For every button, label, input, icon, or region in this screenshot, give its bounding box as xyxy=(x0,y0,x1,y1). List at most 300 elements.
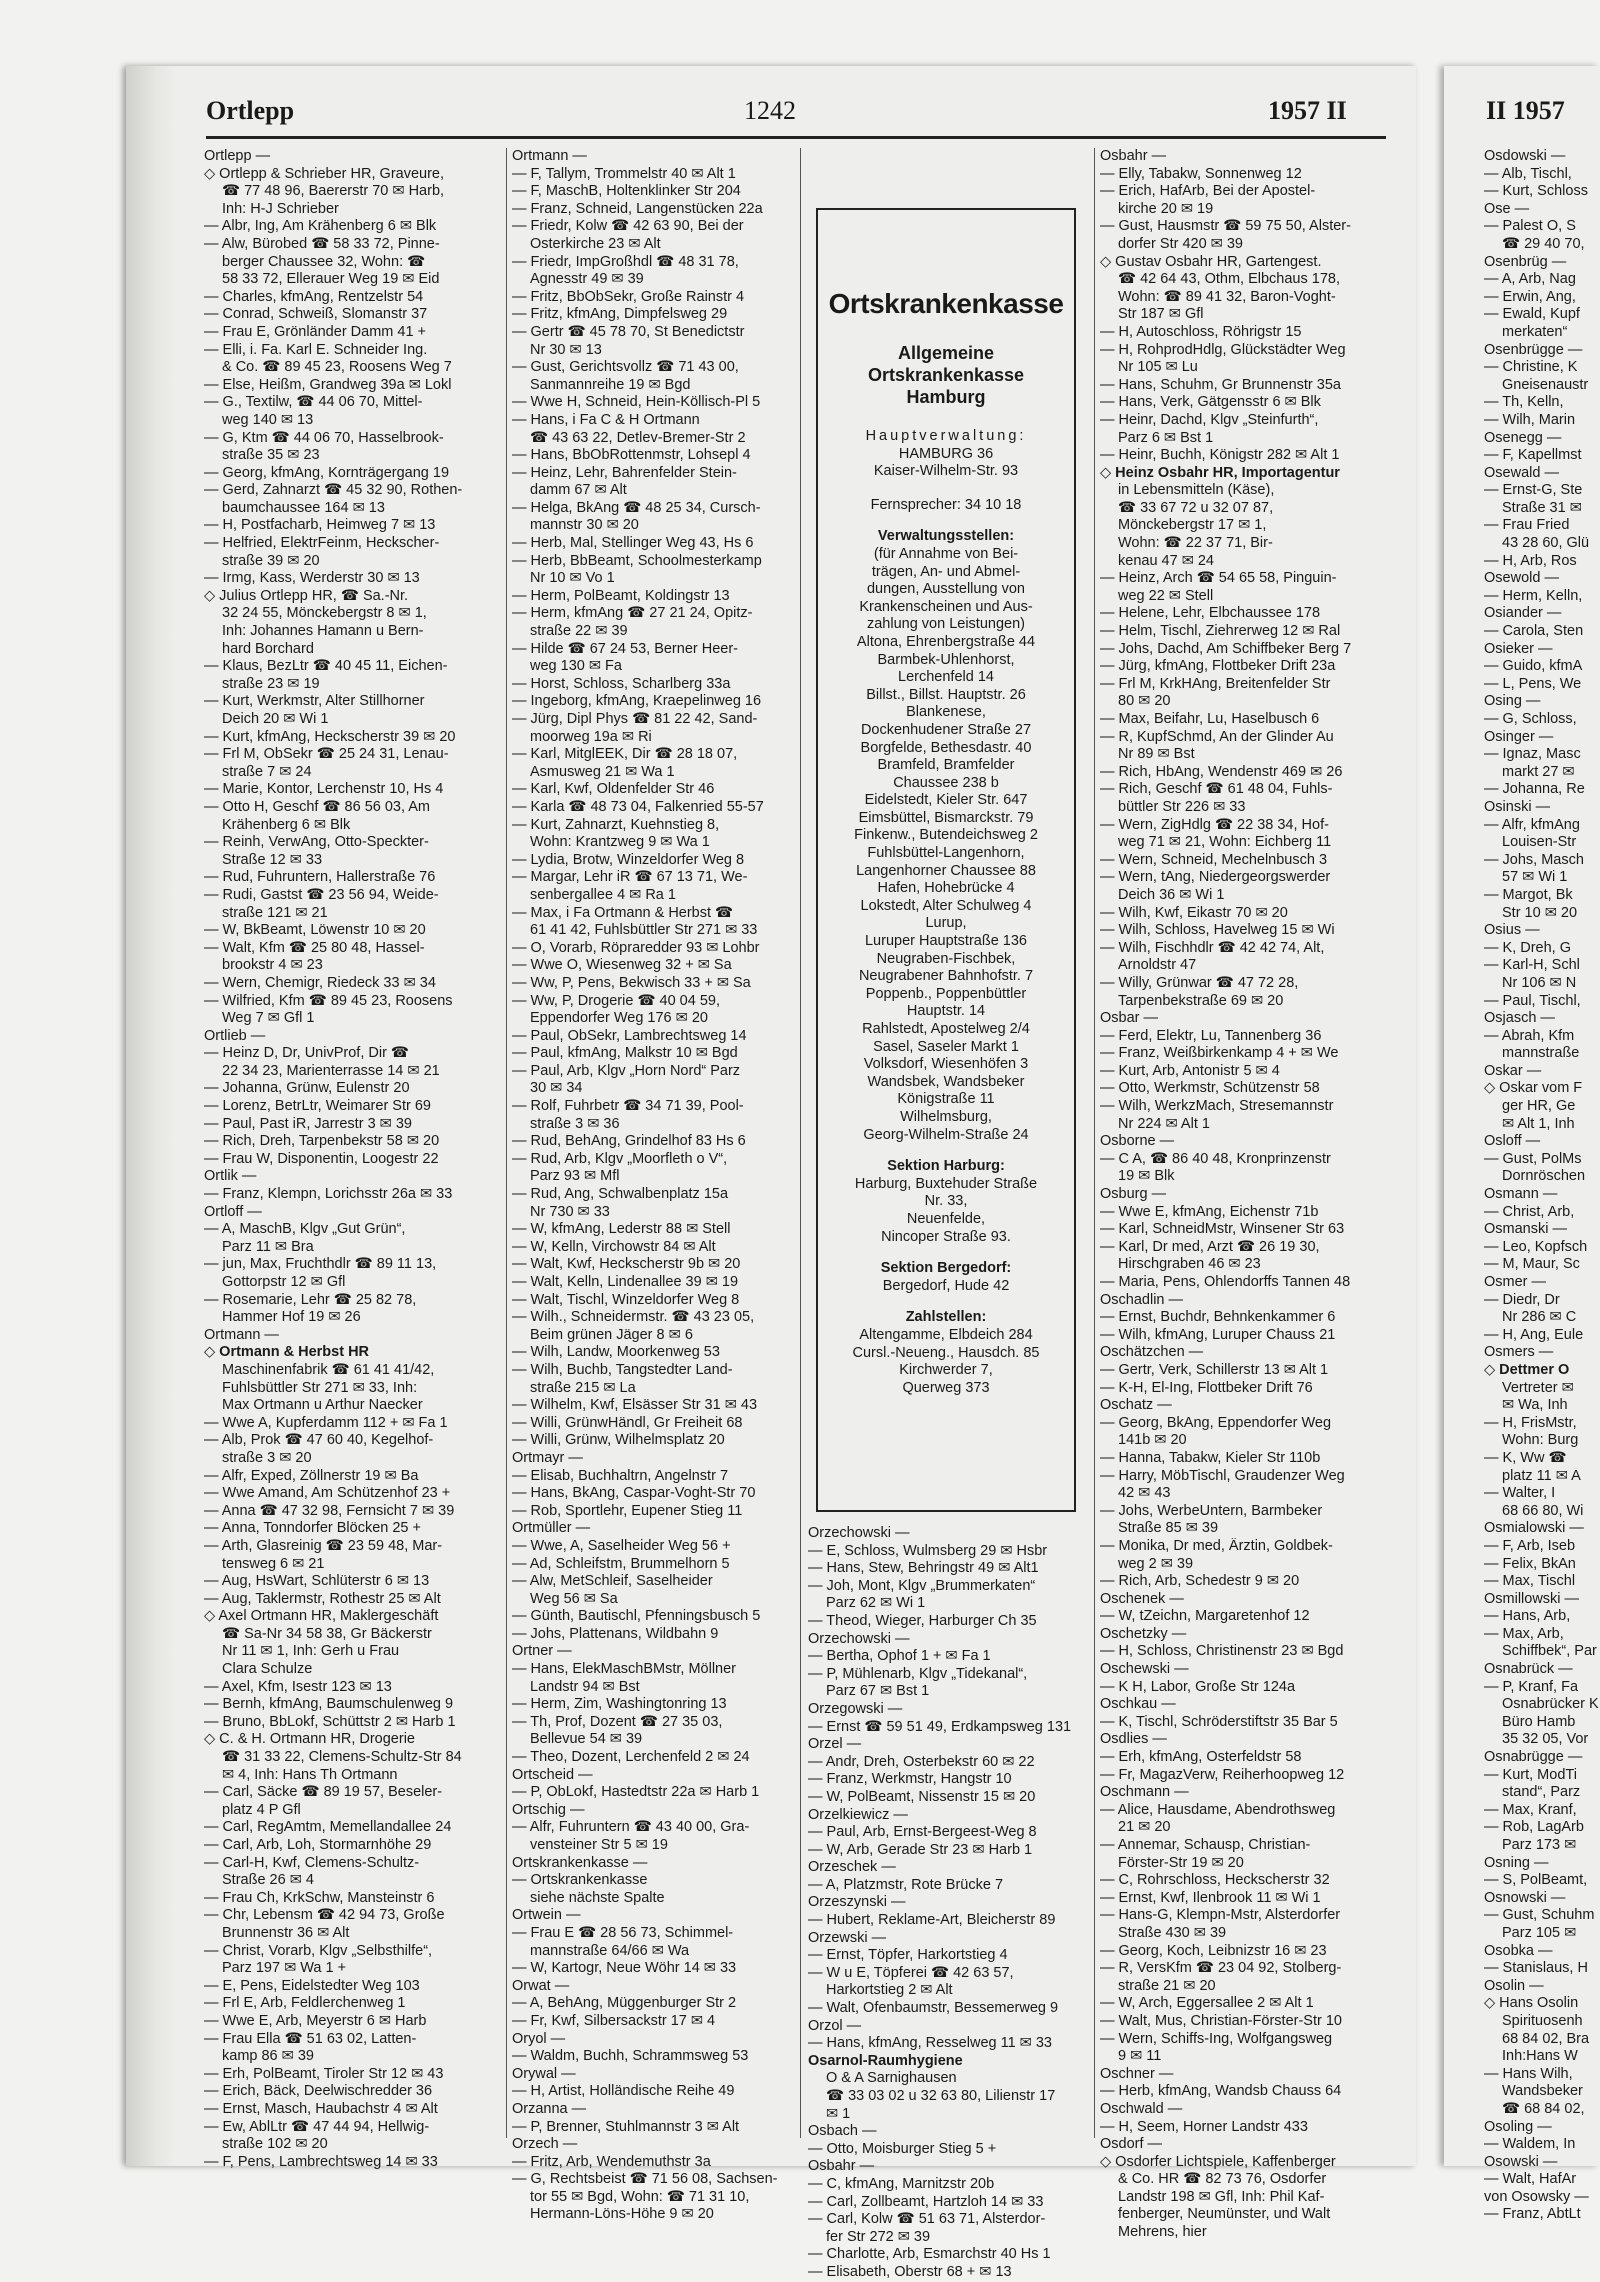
directory-entry: — Erh, PolBeamt, Tiroler Str 12 ✉ 43 xyxy=(204,2065,444,2082)
directory-entry: Straße 26 ✉ 4 xyxy=(222,1872,314,1889)
directory-entry: ☎ 29 40 70, xyxy=(1502,235,1585,252)
directory-entry: Louisen-Str xyxy=(1502,834,1577,851)
directory-entry: — Frau E ☎ 28 56 73, Schimmel- xyxy=(512,1924,734,1941)
directory-entry: — Herm, Kelln, xyxy=(1484,587,1583,604)
directory-entry: — Marie, Kontor, Lerchenstr 10, Hs 4 xyxy=(204,781,444,798)
directory-entry: — C A, ☎ 86 40 48, Kronprinzenstr xyxy=(1100,1150,1331,1167)
directory-entry: — Rich, HbAng, Wendenstr 469 ✉ 26 xyxy=(1100,763,1343,780)
directory-entry: — Gust, PolMs xyxy=(1484,1150,1582,1167)
directory-entry: — O, Vorarb, Röpraredder 93 ✉ Lohbr xyxy=(512,939,760,956)
directory-entry: — Frl M, KrkHAng, Breitenfelder Str xyxy=(1100,675,1331,692)
ad-line: Lurup, xyxy=(925,915,967,932)
directory-entry: — Alb, Prok ☎ 47 60 40, Kegelhof- xyxy=(204,1432,434,1449)
directory-entry: Straße 85 ✉ 39 xyxy=(1118,1520,1219,1537)
ad-line: Wandsbek, Wandsbeker xyxy=(867,1073,1025,1090)
directory-entry: — F, MaschB, Holtenklinker Str 204 xyxy=(512,183,741,200)
directory-entry: 22 34 23, Marienterrasse 14 ✉ 21 xyxy=(222,1062,440,1079)
directory-entry: — Max, Tischl xyxy=(1484,1573,1576,1590)
directory-entry: Brunnenstr 36 ✉ Alt xyxy=(222,1924,350,1941)
directory-entry: — W, Arb, Gerade Str 23 ✉ Harb 1 xyxy=(808,1841,1033,1858)
directory-entry: — Max, i Fa Ortmann & Herbst ☎ xyxy=(512,904,734,921)
directory-entry: Wohn: Burg xyxy=(1502,1432,1579,1449)
directory-entry: — Walt, Kfm ☎ 25 80 48, Hassel- xyxy=(204,939,425,956)
directory-entry: — Alfr, kfmAng xyxy=(1484,816,1580,833)
directory-entry: Parz 197 ✉ Wa 1 + xyxy=(222,1960,347,1977)
directory-entry: — H, RohprodHdlg, Glückstädter Weg xyxy=(1100,341,1346,358)
ad-line: Borgfelde, Bethesdastr. 40 xyxy=(860,739,1032,756)
directory-entry: Landstr 198 ✉ Gfl, Inh: Phil Kaf- xyxy=(1118,2188,1325,2205)
directory-entry: 19 ✉ Blk xyxy=(1118,1168,1175,1185)
directory-entry: — Wwe E, kfmAng, Eichenstr 71b xyxy=(1100,1203,1319,1220)
directory-entry: — Franz, Klempn, Lorichsstr 26a ✉ 33 xyxy=(204,1186,453,1203)
ad-line: Kirchwerder 7, xyxy=(899,1362,993,1379)
directory-entry: — Horst, Schloss, Scharlberg 33a xyxy=(512,675,731,692)
ad-line: Sektion Harburg: xyxy=(887,1158,1005,1175)
surname-heading: Oschenek — xyxy=(1100,1590,1184,1607)
directory-entry: — Walt, Kwf, Heckscherstr 9b ✉ 20 xyxy=(512,1256,741,1273)
directory-entry: tensweg 6 ✉ 21 xyxy=(222,1555,325,1572)
directory-entry: — Johs, Plattenans, Wildbahn 9 xyxy=(512,1625,719,1642)
directory-entry: 68 84 02, Bra xyxy=(1502,2030,1590,2047)
directory-entry: straße 3 ✉ 20 xyxy=(222,1449,312,1466)
directory-entry: — Hilde ☎ 67 24 53, Berner Heer- xyxy=(512,640,738,657)
directory-entry: — A, MaschB, Klgv „Gut Grün“, xyxy=(204,1221,406,1238)
directory-entry: Parz 62 ✉ Wi 1 xyxy=(826,1595,926,1612)
directory-entry: — Paul, Arb, Ernst-Bergeest-Weg 8 xyxy=(808,1824,1037,1841)
directory-entry: — Heinz, Arch ☎ 54 65 58, Pinguin- xyxy=(1100,570,1337,587)
directory-entry: — Arth, Glasreinig ☎ 23 59 48, Mar- xyxy=(204,1537,443,1554)
directory-entry: — Elly, Tabakw, Sonnenweg 12 xyxy=(1100,165,1302,182)
surname-heading: Osbahr — xyxy=(808,2158,875,2175)
directory-entry: — Franz, Weißbirkenkamp 4 + ✉ We xyxy=(1100,1045,1339,1062)
directory-entry: — Alb, Tischl, xyxy=(1484,165,1572,182)
directory-entry: — Hans, Stew, Behringstr 49 ✉ Alt1 xyxy=(808,1560,1039,1577)
directory-entry: — Rudi, Gastst ☎ 23 56 94, Weide- xyxy=(204,886,439,903)
directory-entry: — Fritz, BbObSekr, Große Rainstr 4 xyxy=(512,288,745,305)
directory-entry: Schiffbek“, Par xyxy=(1502,1643,1597,1660)
directory-entry: ◇ Osdorfer Lichtspiele, Kaffenberger xyxy=(1100,2153,1336,2170)
directory-entry: Osarnol-Raumhygiene xyxy=(808,2052,963,2069)
column-divider xyxy=(506,148,507,2138)
directory-entry: — Hans, ElekMaschBMstr, Möllner xyxy=(512,1661,737,1678)
directory-entry: dorfer Str 420 ✉ 39 xyxy=(1118,235,1243,252)
directory-entry: Osterkirche 23 ✉ Alt xyxy=(530,235,661,252)
directory-entry: — Monika, Dr med, Ärztin, Goldbek- xyxy=(1100,1537,1333,1554)
directory-entry: Wohn: Krantzweg 9 ✉ Wa 1 xyxy=(530,834,710,851)
directory-entry: ☎ 33 03 02 u 32 63 80, Lilienstr 17 xyxy=(826,2088,1056,2104)
directory-entry: ◇ C. & H. Ortmann HR, Drogerie xyxy=(204,1731,415,1748)
ad-line: Krankenscheinen und Aus- xyxy=(859,598,1033,615)
directory-entry: — W, Kelln, Virchowstr 84 ✉ Alt xyxy=(512,1238,716,1255)
directory-entry: ☎ 68 84 02, xyxy=(1502,2100,1585,2117)
directory-entry: ◇ Dettmer O xyxy=(1484,1361,1570,1378)
surname-heading: Osiander — xyxy=(1484,605,1562,622)
directory-entry: — Rob, Sportlehr, Eupener Stieg 11 xyxy=(512,1502,743,1519)
directory-entry: — Frl M, ObSekr ☎ 25 24 31, Lenau- xyxy=(204,746,449,763)
surname-heading: Osmanski — xyxy=(1484,1221,1567,1238)
directory-entry: straße 121 ✉ 21 xyxy=(222,904,328,921)
directory-entry: ☎ 42 64 43, Othm, Elbchaus 178, xyxy=(1118,271,1340,288)
directory-entry: — H, Autoschloss, Röhrigstr 15 xyxy=(1100,323,1302,340)
directory-entry: — Johs, Masch xyxy=(1484,851,1584,868)
directory-entry: — Herb, BbBeamt, Schoolmesterkamp xyxy=(512,552,762,569)
directory-entry: straße 102 ✉ 20 xyxy=(222,2136,328,2153)
surname-heading: Osenegg — xyxy=(1484,429,1562,446)
directory-entry: — Helm, Tischl, Ziehrerweg 12 ✉ Ral xyxy=(1100,623,1341,640)
directory-entry: Krähenberg 6 ✉ Blk xyxy=(222,816,351,833)
directory-entry: 68 66 80, Wi xyxy=(1502,1502,1584,1519)
directory-entry: — Christ, Vorarb, Klgv „Selbsthilfe“, xyxy=(204,1942,433,1959)
directory-entry: Büro Hamb xyxy=(1502,1713,1576,1730)
directory-entry: Hermann-Löns-Höhe 9 ✉ 20 xyxy=(530,2206,714,2223)
directory-entry: — Kurt, Werkmstr, Alter Stillhorner xyxy=(204,693,425,710)
directory-entry: — Wwe Amand, Am Schützenhof 23 + xyxy=(204,1485,451,1502)
ad-line: Hauptstr. 14 xyxy=(906,1003,986,1020)
directory-entry: — Th, Kelln, xyxy=(1484,394,1564,411)
directory-entry: büttler Str 226 ✉ 33 xyxy=(1118,798,1246,815)
directory-entry: Deich 20 ✉ Wi 1 xyxy=(222,711,329,727)
directory-entry: — K H, Labor, Große Str 124a xyxy=(1100,1678,1296,1695)
surname-heading: Osbahr — xyxy=(1100,148,1167,164)
directory-entry: Nr 89 ✉ Bst xyxy=(1118,746,1195,763)
ad-line: Verwaltungsstellen: xyxy=(877,528,1015,545)
directory-entry: 57 ✉ Wi 1 xyxy=(1502,869,1568,886)
surname-heading: Osenbrügge — xyxy=(1484,341,1583,358)
listing-column-next-page xyxy=(1484,148,1600,2224)
directory-entry: — Rud, Fuhruntern, Hallerstraße 76 xyxy=(204,869,436,886)
directory-entry: — Reinh, VerwAng, Otto-Speckter- xyxy=(204,834,429,851)
directory-entry: — Karl, Dr med, Arzt ☎ 26 19 30, xyxy=(1100,1238,1320,1255)
directory-entry: — Johs, Dachd, Am Schiffbeker Berg 7 xyxy=(1100,640,1352,657)
directory-entry: — Rich, Dreh, Tarpenbekstr 58 ✉ 20 xyxy=(204,1133,440,1150)
ad-line: Zahlstellen: xyxy=(905,1309,987,1326)
directory-entry: — Bernh, kfmAng, Baumschulenweg 9 xyxy=(204,1696,454,1713)
directory-entry: tor 55 ✉ Bgd, Wohn: ☎ 71 31 10, xyxy=(530,2188,750,2205)
directory-entry: 43 28 60, Glü xyxy=(1502,535,1590,552)
directory-entry: Nr 286 ✉ C xyxy=(1502,1309,1577,1326)
directory-entry: — Karl, SchneidMstr, Winsener Str 63 xyxy=(1100,1221,1345,1238)
directory-entry: ◇ Axel Ortmann HR, Maklergeschäft xyxy=(204,1608,439,1625)
directory-entry: Nr 10 ✉ Vo 1 xyxy=(530,570,615,587)
directory-entry: platz 11 ✉ A xyxy=(1502,1467,1581,1484)
surname-heading: Osowski — xyxy=(1484,2153,1558,2170)
directory-entry: — Wwe, A, Saselheider Weg 56 + xyxy=(512,1537,731,1554)
directory-entry: markt 27 ✉ xyxy=(1502,763,1575,780)
directory-entry: — A, Arb, Nag xyxy=(1484,271,1576,288)
directory-entry: Parz 173 ✉ xyxy=(1502,1837,1577,1853)
surname-heading: Oskar — xyxy=(1484,1062,1542,1079)
surname-heading: Orzanna — xyxy=(512,2100,587,2117)
ad-line: Luruper Hauptstraße 136 xyxy=(864,933,1027,950)
ad-line: Neuenfelde, xyxy=(906,1210,986,1227)
directory-entry: — K, Ww ☎ xyxy=(1484,1449,1567,1466)
listing-column-2 xyxy=(512,148,798,2224)
directory-entry: — Fr, MagazVerw, Reiherhoopweg 12 xyxy=(1100,1766,1345,1783)
directory-entry: — G, Rechtsbeist ☎ 71 56 08, Sachsen- xyxy=(512,2171,778,2188)
directory-entry: — Ewald, Kupf xyxy=(1484,306,1580,323)
surname-heading: Osnowski — xyxy=(1484,1889,1566,1906)
directory-entry: Inh: H-J Schrieber xyxy=(222,200,339,217)
surname-heading: Osmer — xyxy=(1484,1274,1547,1290)
directory-entry: — Paul, Past iR, Jarrestr 3 ✉ 39 xyxy=(204,1115,412,1132)
directory-entry: Fuhlsbüttler Str 271 ✉ 33, Inh: xyxy=(222,1379,418,1396)
directory-entry: — Ernst, Buchdr, Behnkenkammer 6 xyxy=(1100,1309,1336,1326)
directory-entry: — Wwe A, Kupferdamm 112 + ✉ Fa 1 xyxy=(204,1414,448,1431)
directory-entry: — G, Ktm ☎ 44 06 70, Hasselbrook- xyxy=(204,429,444,446)
directory-entry: 58 33 72, Ellerauer Weg 19 ✉ Eid xyxy=(222,271,440,288)
directory-entry: ☎ 33 67 72 u 32 07 87, xyxy=(1118,499,1274,516)
directory-entry: — Walter, I xyxy=(1484,1485,1556,1502)
directory-entry: — Wilfried, Kfm ☎ 89 45 23, Roosens xyxy=(204,992,453,1009)
directory-entry: stand“, Parz xyxy=(1502,1784,1581,1801)
directory-entry: brookstr 4 ✉ 23 xyxy=(222,957,323,974)
directory-entry: — Theod, Wieger, Harburger Ch 35 xyxy=(808,1612,1037,1629)
next-page-head: II 1957 xyxy=(1486,96,1565,125)
ad-line: Bramfeld, Bramfelder xyxy=(877,757,1015,774)
surname-heading: Osobka — xyxy=(1484,1942,1553,1959)
surname-heading: Orzelkiewicz — xyxy=(808,1806,908,1823)
directory-entry: — Karla ☎ 48 73 04, Falkenried 55-57 xyxy=(512,798,764,815)
directory-entry: — Walt, Mus, Christian-Förster-Str 10 xyxy=(1100,2012,1342,2029)
directory-entry: — H, Schloss, Christinenstr 23 ✉ Bgd xyxy=(1100,1643,1344,1660)
directory-entry: — Paul, Arb, Klgv „Horn Nord“ Parz xyxy=(512,1062,741,1079)
directory-entry: — Heinr, Buchh, Königstr 282 ✉ Alt 1 xyxy=(1100,447,1340,464)
directory-entry: — Jürg, kfmAng, Flottbeker Drift 23a xyxy=(1100,658,1336,675)
directory-entry: 21 ✉ 20 xyxy=(1118,1819,1171,1836)
directory-entry: — Kurt, Arb, Antonistr 5 ✉ 4 xyxy=(1100,1062,1280,1079)
directory-entry: — Ernst ☎ 59 51 49, Erdkampsweg 131 xyxy=(808,1718,1072,1735)
directory-entry: Weg 7 ✉ Gfl 1 xyxy=(222,1010,315,1027)
ad-line: Finkenw., Butendeichsweg 2 xyxy=(854,827,1038,844)
ad-line: Blankenese, xyxy=(906,704,986,721)
directory-entry: Wandsbeker xyxy=(1502,2083,1583,2100)
directory-entry: ◇ Ortmann & Herbst HR xyxy=(204,1344,370,1361)
directory-entry: — Carl, RegAmtm, Memellandallee 24 xyxy=(204,1819,452,1836)
ad-line: Fuhlsbüttel-Langenhorn, xyxy=(867,845,1025,862)
surname-heading: Osenbrüg — xyxy=(1484,253,1567,270)
ad-line: dungen, Ausstellung von xyxy=(866,581,1025,598)
directory-entry: — Friedr, Kolw ☎ 42 63 90, Bei der xyxy=(512,218,744,235)
directory-entry: straße 21 ✉ 20 xyxy=(1118,1977,1216,1994)
directory-entry: — Wilh, Fischhdlr ☎ 42 42 74, Alt, xyxy=(1100,939,1325,956)
directory-entry: ✉ Wa, Inh xyxy=(1502,1397,1568,1414)
directory-entry: — Ernst-G, Ste xyxy=(1484,482,1583,499)
directory-entry: — Hans, Arb, xyxy=(1484,1608,1571,1625)
directory-entry: 80 ✉ 20 xyxy=(1118,693,1171,710)
directory-entry: Wohn: ☎ 89 41 32, Baron-Voght- xyxy=(1118,288,1336,305)
directory-entry: — Walt, Tischl, Winzeldorfer Weg 8 xyxy=(512,1291,740,1308)
directory-entry: in Lebensmitteln (Käse), xyxy=(1118,482,1275,499)
directory-entry: — F, Arb, Iseb xyxy=(1484,1537,1576,1554)
directory-entry: — Bruno, BbLokf, Schüttstr 2 ✉ Harb 1 xyxy=(204,1713,456,1730)
directory-entry: — Frau Fried xyxy=(1484,517,1570,534)
directory-entry: — Herm, kfmAng ☎ 27 21 24, Opitz- xyxy=(512,605,753,622)
listing-column-3 xyxy=(808,1525,1090,2282)
directory-entry: — Wwe O, Wiesenweg 32 + ✉ Sa xyxy=(512,957,732,974)
surname-heading: Osmillowski — xyxy=(1484,1590,1580,1607)
directory-entry: Dornröschen xyxy=(1502,1168,1586,1185)
directory-entry: — Wern, ZigHdlg ☎ 22 38 34, Hof- xyxy=(1100,816,1329,833)
directory-entry: — Anna ☎ 47 32 98, Fernsicht 7 ✉ 39 xyxy=(204,1502,455,1519)
surname-heading: Osinger — xyxy=(1484,728,1554,745)
directory-entry: Spirituosenh xyxy=(1502,2012,1583,2029)
directory-entry: damm 67 ✉ Alt xyxy=(530,482,627,499)
directory-entry: weg 22 ✉ Stell xyxy=(1118,587,1214,604)
directory-entry: Vertreter ✉ xyxy=(1502,1379,1574,1396)
directory-entry: — Aug, HsWart, Schlüterstr 6 ✉ 13 xyxy=(204,1573,430,1590)
directory-entry: — Palest O, S xyxy=(1484,218,1576,235)
surname-heading: Osbach — xyxy=(808,2123,877,2140)
directory-entry: — Rob, LagArb xyxy=(1484,1819,1584,1836)
directory-entry: — Alfr, Fuhruntern ☎ 43 40 00, Gra- xyxy=(512,1819,750,1836)
directory-entry: 61 41 42, Fuhlsbüttler Str 271 ✉ 33 xyxy=(530,922,758,939)
directory-entry: — Gust, Hausmstr ☎ 59 75 50, Alster- xyxy=(1100,218,1351,235)
directory-entry: — A, Platzmstr, Rote Brücke 7 xyxy=(808,1876,1004,1893)
directory-entry: Straße 12 ✉ 33 xyxy=(222,851,323,868)
ad-line: Königstraße 11 xyxy=(897,1091,995,1108)
directory-entry: — Leo, Kopfsch xyxy=(1484,1238,1588,1255)
directory-entry: — Andr, Dreh, Osterbekstr 60 ✉ 22 xyxy=(808,1753,1035,1770)
directory-entry: — Hubert, Reklame-Art, Bleicherstr 89 xyxy=(808,1912,1056,1929)
directory-entry: ✉ Alt 1, Inh xyxy=(1502,1115,1575,1132)
surname-heading: Osmialowski — xyxy=(1484,1520,1584,1537)
directory-entry: fenberger, Neumünster, und Walt xyxy=(1118,2206,1331,2223)
directory-entry: — Carl, Säcke ☎ 89 19 57, Beseler- xyxy=(204,1784,443,1801)
directory-entry: — Gust, Schuhm xyxy=(1484,1907,1595,1924)
directory-entry: — F, Pens, Lambrechtsweg 14 ✉ 33 xyxy=(204,2153,438,2170)
directory-entry: — Charlotte, Arb, Esmarchstr 40 Hs 1 xyxy=(808,2246,1051,2263)
directory-entry: Str 10 ✉ 20 xyxy=(1502,904,1578,921)
surname-heading: Osieker — xyxy=(1484,640,1553,657)
directory-entry: — Hans, BkAng, Caspar-Voght-Str 70 xyxy=(512,1485,756,1502)
surname-heading: Oschmann — xyxy=(1100,1784,1189,1801)
directory-entry: — Jürg, Dipl Phys ☎ 81 22 42, Sand- xyxy=(512,711,758,727)
directory-entry: — Wwe H, Schneid, Hein-Köllisch-Pl 5 xyxy=(512,394,761,411)
directory-entry: — Bertha, Ophof 1 + ✉ Fa 1 xyxy=(808,1648,991,1665)
ad-line: Hafen, Hohebrücke 4 xyxy=(877,880,1015,897)
directory-entry: ◇ Oskar vom F xyxy=(1484,1080,1583,1097)
directory-entry: — Harry, MöbTischl, Graudenzer Weg xyxy=(1100,1467,1345,1484)
directory-entry: fer Str 272 ✉ 39 xyxy=(826,2228,931,2245)
surname-heading: von Osowsky — xyxy=(1484,2188,1589,2205)
directory-entry: — Christine, K xyxy=(1484,359,1578,376)
directory-entry: — Charles, kfmAng, Rentzelstr 54 xyxy=(204,288,424,305)
directory-entry: Parz 93 ✉ Mfl xyxy=(530,1168,620,1185)
surname-heading: Osewald — xyxy=(1484,464,1559,481)
directory-entry: — Fritz, Arb, Wendemuthstr 3a xyxy=(512,2153,711,2170)
directory-entry: — Rud, BehAng, Grindelhof 83 Hs 6 xyxy=(512,1133,746,1150)
directory-entry: Harkortstieg 2 ✉ Alt xyxy=(826,1982,953,1999)
directory-entry: — K-H, El-Ing, Flottbeker Drift 76 xyxy=(1100,1379,1313,1396)
directory-entry: — Wilh, Buchb, Tangstedter Land- xyxy=(512,1361,733,1378)
directory-entry: — Paul, ObSekr, Lambrechtsweg 14 xyxy=(512,1027,747,1044)
ad-line: Fernsprecher: 34 10 18 xyxy=(870,496,1022,513)
directory-entry: — Erh, kfmAng, Osterfeldstr 58 xyxy=(1100,1749,1302,1766)
directory-entry: 42 ✉ 43 xyxy=(1118,1485,1171,1502)
directory-entry: — Willi, Grünw, Wilhelmsplatz 20 xyxy=(512,1432,725,1449)
surname-heading: Ortschig — xyxy=(512,1801,585,1818)
ad-line: Hauptverwaltung: xyxy=(865,428,1027,444)
ad-line: Altengamme, Elbdeich 284 xyxy=(859,1326,1033,1343)
directory-entry: — Hans Wilh, xyxy=(1484,2065,1573,2082)
directory-entry: Parz 105 ✉ xyxy=(1502,1924,1577,1941)
ad-line: Eidelstedt, Kieler Str. 647 xyxy=(864,792,1028,809)
surname-heading: Ortmann — xyxy=(204,1326,279,1343)
directory-entry: — Wilh, kfmAng, Luruper Chauss 21 xyxy=(1100,1326,1336,1343)
directory-entry: — Elli, i. Fa. Karl E. Schneider Ing. xyxy=(204,341,428,358)
directory-entry: — H, Arb, Ros xyxy=(1484,552,1577,569)
surname-heading: Ose — xyxy=(1484,200,1530,217)
directory-entry: Tarpenbekstraße 69 ✉ 20 xyxy=(1118,992,1284,1009)
directory-entry: straße 35 ✉ 23 xyxy=(222,447,320,464)
directory-entry: — Ew, AblLtr ☎ 47 44 94, Hellwig- xyxy=(204,2118,430,2135)
directory-entry: — Helene, Lehr, Elbchaussee 178 xyxy=(1100,605,1321,622)
directory-entry: — Ingeborg, kfmAng, Kraepelinweg 16 xyxy=(512,693,762,710)
surname-heading: Ortlepp — xyxy=(204,148,271,164)
directory-entry: — Hans, Verk, Gätgensstr 6 ✉ Blk xyxy=(1100,394,1321,411)
directory-entry: — Georg, BkAng, Eppendorfer Weg xyxy=(1100,1414,1332,1431)
surname-heading: Osning — xyxy=(1484,1854,1549,1871)
surname-heading: Osmers — xyxy=(1484,1344,1554,1361)
directory-entry: — Ad, Schleifstm, Brummelhorn 5 xyxy=(512,1555,730,1572)
directory-entry: — Walt, Kelln, Lindenallee 39 ✉ 19 xyxy=(512,1274,739,1290)
directory-entry: — Hans, i Fa C & H Ortmann xyxy=(512,411,700,428)
directory-entry: — Wilh, Kwf, Eikastr 70 ✉ 20 xyxy=(1100,904,1288,921)
directory-entry: ☎ 31 33 22, Clemens-Schultz-Str 84 xyxy=(222,1749,462,1766)
directory-entry: — Hans-G, Klempn-Mstr, Alsterdorfer xyxy=(1100,1907,1341,1924)
directory-entry: — Max, Arb, xyxy=(1484,1625,1564,1642)
directory-entry: — Fr, Kwf, Silbersackstr 17 ✉ 4 xyxy=(512,2012,716,2029)
directory-entry: 30 ✉ 34 xyxy=(530,1080,583,1097)
ad-line: Harburg, Buxtehuder Straße xyxy=(854,1175,1038,1192)
header-rule xyxy=(206,136,1386,139)
directory-entry: — Rich, Arb, Schedestr 9 ✉ 20 xyxy=(1100,1573,1300,1590)
directory-entry: — Erwin, Ang, xyxy=(1484,288,1576,305)
surname-heading: Ortscheid — xyxy=(512,1766,593,1783)
directory-entry: — Th, Prof, Dozent ☎ 27 35 03, xyxy=(512,1713,723,1730)
directory-entry: — Willi, GrünwHändl, Gr Freiheit 68 xyxy=(512,1414,743,1431)
directory-entry: Straße 31 ✉ xyxy=(1502,499,1582,516)
ad-line: Querweg 373 xyxy=(902,1379,990,1396)
directory-entry: mannstraße 64/66 ✉ Wa xyxy=(530,1942,690,1959)
directory-entry: — Hans, Schuhm, Gr Brunnenstr 35a xyxy=(1100,376,1341,393)
directory-entry: — W, Kartogr, Neue Wöhr 14 ✉ 33 xyxy=(512,1960,737,1977)
directory-entry: — Walt, Ofenbaumstr, Bessemerweg 9 xyxy=(808,2000,1059,2017)
directory-entry: Inh: Johannes Hamann u Bern- xyxy=(222,623,424,640)
directory-entry: Hirschgraben 46 ✉ 23 xyxy=(1118,1256,1261,1273)
directory-entry: kenau 47 ✉ 24 xyxy=(1118,552,1214,569)
ad-line: Lerchenfeld 14 xyxy=(898,669,994,686)
directory-entry: straße 3 ✉ 36 xyxy=(530,1115,620,1132)
directory-entry: Mehrens, hier xyxy=(1118,2224,1207,2241)
directory-entry: — Paul, kfmAng, Malkstr 10 ✉ Bgd xyxy=(512,1045,738,1062)
directory-entry: — Gust, Gerichtsvollz ☎ 71 43 00, xyxy=(512,359,739,376)
directory-entry: Nr 106 ✉ N xyxy=(1502,974,1577,991)
surname-heading: Ortmayr — xyxy=(512,1449,583,1466)
directory-entry: Wohn: ☎ 22 37 71, Bir- xyxy=(1118,535,1273,552)
surname-heading: Oschätzchen — xyxy=(1100,1344,1204,1361)
directory-entry: vensteiner Str 5 ✉ 19 xyxy=(530,1837,668,1853)
ad-line: Poppenb., Poppenbüttler xyxy=(865,985,1027,1002)
directory-entry: Förster-Str 19 ✉ 20 xyxy=(1118,1854,1244,1871)
directory-entry: — Karl, MitglEEK, Dir ☎ 28 18 07, xyxy=(512,746,738,763)
ad-line: HAMBURG 36 xyxy=(898,445,994,462)
directory-entry: baumchaussee 164 ✉ 13 xyxy=(222,499,385,516)
directory-entry: — Kurt, Zahnarzt, Kuehnstieg 8, xyxy=(512,816,720,833)
directory-entry: — Hans, BbObRottenmstr, Lohsepl 4 xyxy=(512,447,751,464)
directory-entry: ◇ Gustav Osbahr HR, Gartengest. xyxy=(1100,253,1322,270)
directory-entry: weg 130 ✉ Fa xyxy=(530,658,622,675)
